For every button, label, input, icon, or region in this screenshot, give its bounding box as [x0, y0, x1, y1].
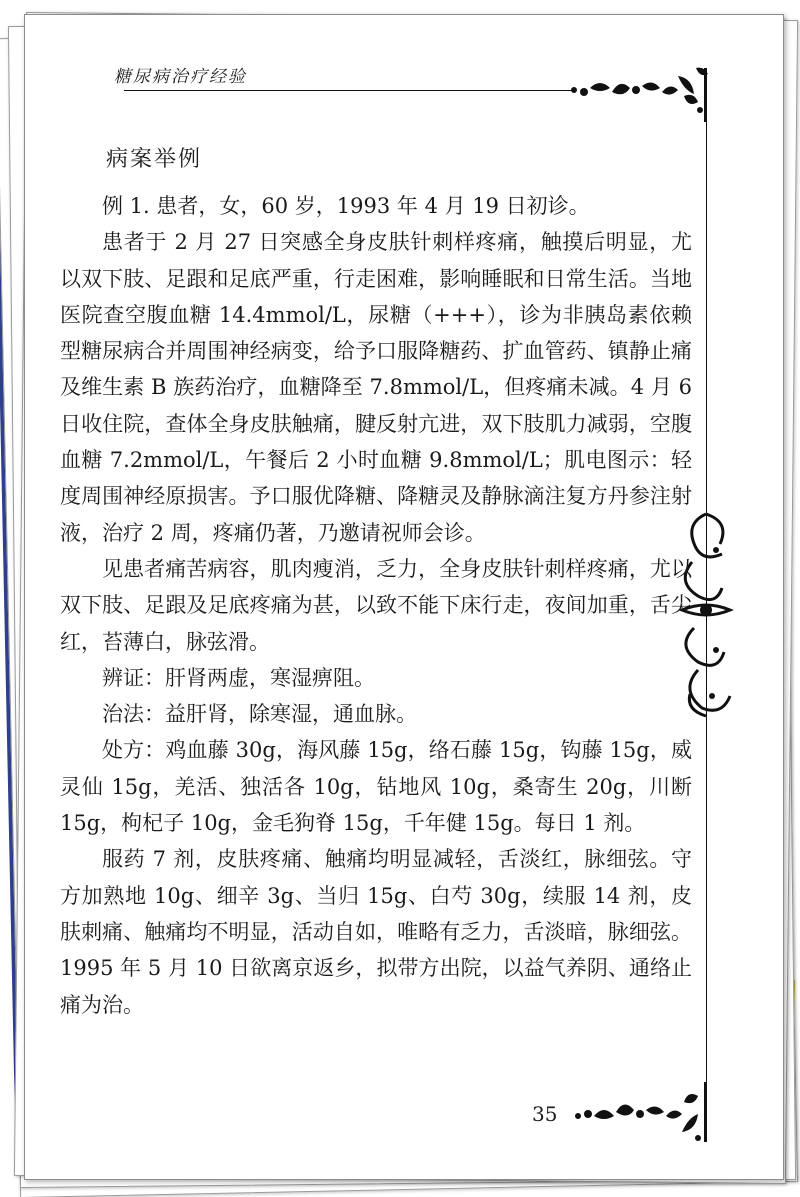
- corner-ornament-bottom-icon: [568, 1082, 718, 1144]
- case-intro-paragraph: 例 1. 患者，女，60 岁，1993 年 4 月 19 日初诊。: [102, 194, 590, 218]
- running-header-title: 糖尿病治疗经验: [114, 67, 247, 87]
- examination-paragraph: 见患者痛苦病容，肌肉瘦消，乏力，全身皮肤针刺样疼痛，尤以双下肢、足跟及足底疼痛为甚，以致不能下床行走，夜间加重，舌尖红，苔薄白，脉弦滑。: [60, 556, 692, 654]
- history-paragraph: 患者于 2 月 27 日突感全身皮肤针刺样疼痛，触摸后明显，尤以双下肢、足跟和足底严重，行走困难，影响睡眠和日常生活。当地医院查空腹血糖 14.4mmol/L，尿糖（+++），诊为非胰岛素依赖型糖尿病合并周围神经病变，给予口服降糖药、扩血管药、镇静止痛及维生素 B 族药治疗，血糖降至 7.8mmol/L，但疼痛未减。4 月 6 日收住院，查体全身皮肤触痛，腱反射亢进，双下肢肌力减弱，空腹血糖 7.2mmol/L，午餐后 2 小时血糖 9.8mmol/L；肌电图示：轻度周围神经原损害。予口服优降糖、降糖灵及静脉滴注复方丹参注射液，治疗 2 周，疼痛仍著，乃邀请祝师会诊。: [60, 230, 692, 545]
- prescription-paragraph: 处方：鸡血藤 30g，海风藤 15g，络石藤 15g，钩藤 15g，威灵仙 15g，羌活、独活各 10g，钻地风 10g，桑寄生 20g，川断 15g，枸杞子 10g，金毛狗脊 15g，千年健 15g。每日 1 剂。: [60, 738, 692, 836]
- header-rule: [124, 90, 576, 91]
- treatment-method-paragraph: 治法：益肝肾，除寒湿，通血脉。: [102, 702, 417, 727]
- corner-ornament-top-icon: [566, 66, 716, 122]
- section-heading: 病案举例: [106, 147, 203, 172]
- body-text: [60, 188, 692, 1023]
- diagnosis-paragraph: 辨证：肝肾两虚，寒湿痹阻。: [102, 665, 375, 690]
- follow-up-paragraph: 服药 7 剂，皮肤疼痛、触痛均明显减轻，舌淡红，脉细弦。守方加熟地 10g、细辛 3g、当归 15g、白芍 30g，续服 14 剂，皮肤刺痛、触痛均不明显，活动自如，唯略有乏力，舌淡暗，脉细弦。1995 年 5 月 10 日欲离京返乡，拟带方出院，以益气养阴、通络止痛为治。: [60, 847, 692, 1017]
- page-number: 35: [532, 1102, 558, 1126]
